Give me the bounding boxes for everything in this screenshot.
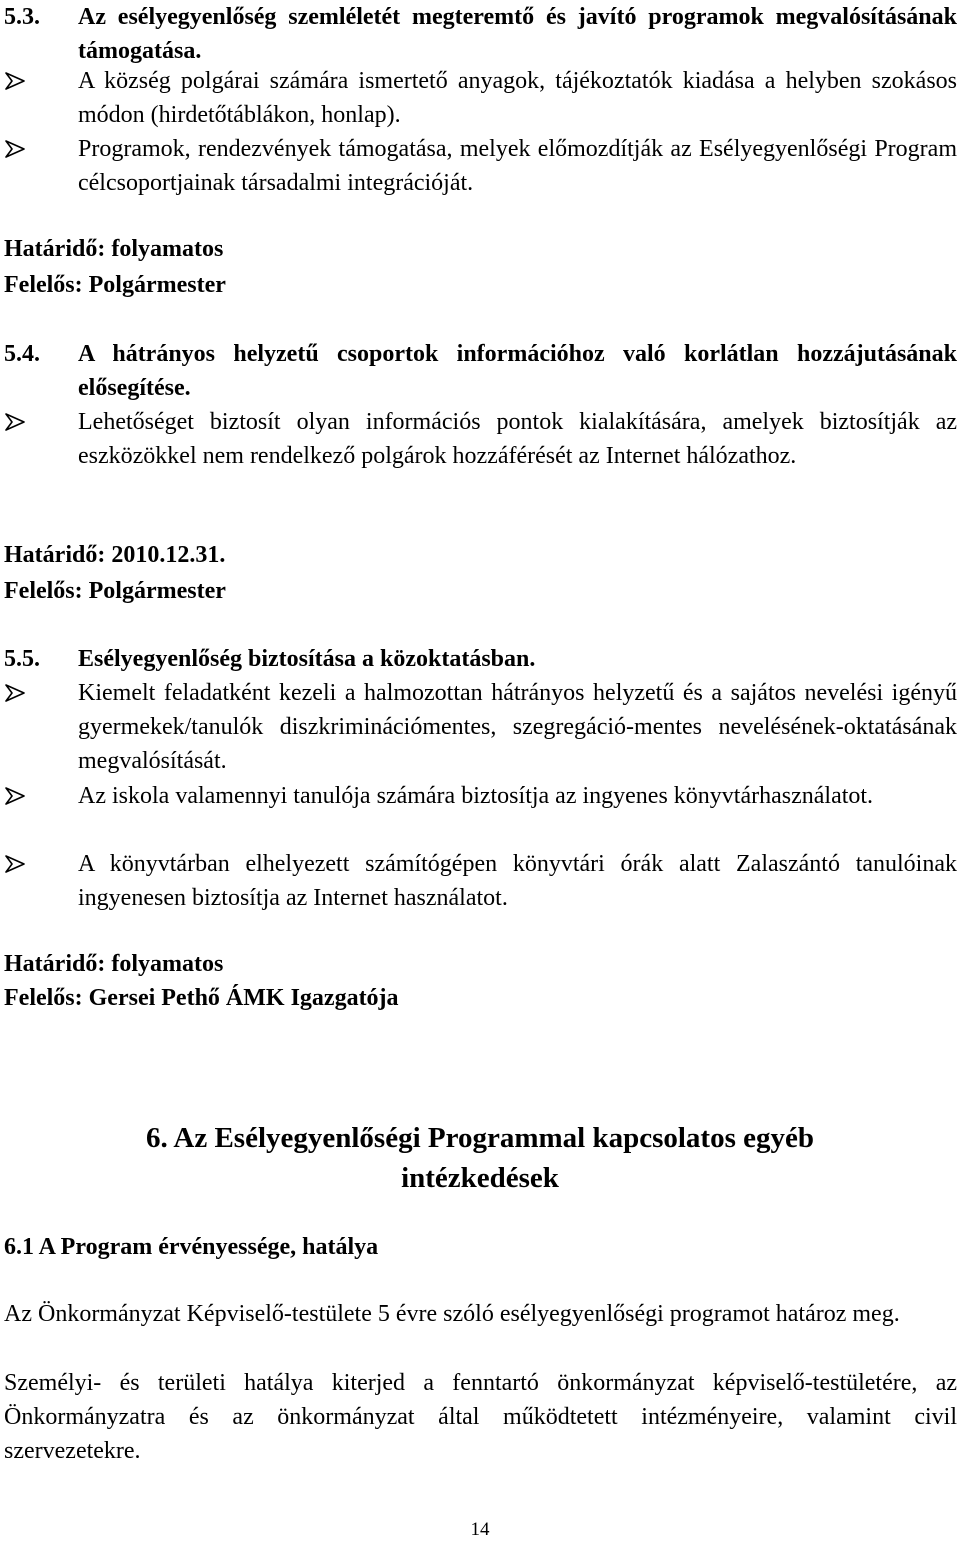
section-number: 5.3. (4, 4, 40, 30)
list-item (4, 64, 957, 132)
chapter-heading-line: 6. Az Esélyegyenlőségi Programmal kapcsolatos egyéb (145, 1122, 814, 1154)
paragraph: Személyi- és területi hatálya kiterjed a fenntartó önkormányzat képviselő-testületére, az Önkormányzatra és az önkormányzat által működtetett intézményeire, valamint civil szervezetekre. (4, 1370, 957, 1464)
section-heading-5-5 (4, 642, 957, 676)
responsible: Felelős: Gersei Pethő ÁMK Igazgatója (4, 985, 399, 1011)
list-item-text: A község polgárai számára ismertető anyagok, tájékoztatók kiadása a helyben szokásos módon (hirdetőtáblákon, honlap). (78, 68, 957, 128)
deadline: Határidő: folyamatos (4, 236, 224, 262)
arrowhead-bullet-icon (4, 684, 26, 702)
arrowhead-bullet-icon (4, 855, 26, 873)
arrowhead-bullet-icon (4, 72, 26, 90)
paragraph: Az Önkormányzat Képviselő-testülete 5 évre szóló esélyegyenlőségi programot határoz meg. (4, 1301, 900, 1327)
list-item (4, 132, 957, 200)
arrowhead-bullet-icon (4, 413, 26, 431)
subsection-title: 6.1 A Program érvényessége, hatálya (4, 1234, 379, 1260)
list-item-text: Kiemelt feladatként kezeli a halmozottan hátrányos helyzetű és a sajátos nevelési igényű gyermekek/tanulók diszkriminációmentes, szegregáció-mentes nevelésének-oktatásának megvalósítását. (78, 680, 957, 774)
section-title: Esélyegyenlőség biztosítása a közoktatásban. (78, 646, 536, 672)
list-item (4, 779, 957, 813)
section-number: 5.5. (4, 646, 40, 672)
section-heading-5-3 (4, 0, 957, 68)
list-item (4, 847, 957, 915)
arrowhead-bullet-icon (4, 140, 26, 158)
list-item-text: Lehetőséget biztosít olyan információs pontok kialakítására, amelyek biztosítják az eszközökkel nem rendelkező polgárok hozzáférését az Internet hálózathoz. (78, 409, 957, 469)
chapter-heading-line: intézkedések (401, 1162, 559, 1194)
chapter-heading (0, 1118, 960, 1198)
section-title: A hátrányos helyzetű csoportok információhoz való korlátlan hozzájutásának elősegítése. (78, 341, 957, 401)
section-heading-5-4 (4, 337, 957, 405)
list-item (4, 405, 957, 473)
arrowhead-bullet-icon (4, 787, 26, 805)
deadline: Határidő: folyamatos (4, 951, 224, 977)
responsible: Felelős: Polgármester (4, 578, 226, 604)
responsible: Felelős: Polgármester (4, 272, 226, 298)
deadline: Határidő: 2010.12.31. (4, 542, 226, 568)
list-item-text: A könyvtárban elhelyezett számítógépen könyvtári órák alatt Zalaszántó tanulóinak ingyenesen biztosítja az Internet használatot. (78, 851, 957, 911)
list-item (4, 676, 957, 778)
page-number: 14 (470, 1519, 490, 1540)
list-item-text: Programok, rendezvények támogatása, melyek előmozdítják az Esélyegyenlőségi Program célcsoportjainak társadalmi integrációját. (78, 136, 957, 196)
section-number: 5.4. (4, 341, 40, 367)
section-title: Az esélyegyenlőség szemléletét megteremtő és javító programok megvalósításának támogatása. (78, 4, 957, 64)
list-item-text: Az iskola valamennyi tanulója számára biztosítja az ingyenes könyvtárhasználatot. (78, 783, 874, 809)
